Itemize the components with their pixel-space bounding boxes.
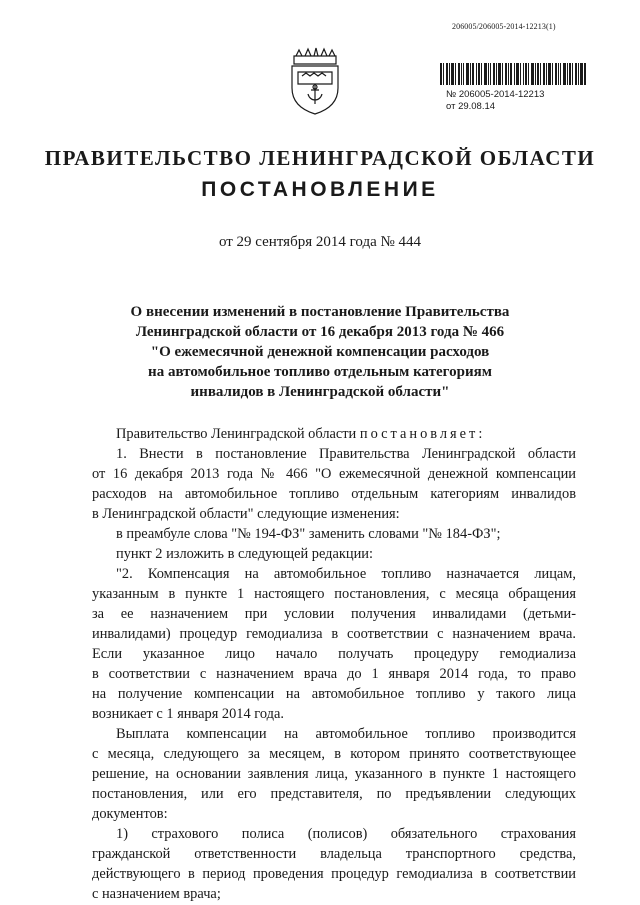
registration-date: от 29.08.14 (446, 101, 496, 112)
body-line: гражданской ответственности владельца транспортного средства, (92, 846, 576, 862)
heading-line: "О ежемесячной денежной компенсации расходов (150, 344, 490, 360)
heading-line: О внесении изменений в постановление Правительства (130, 304, 510, 320)
intro-verb: постановляет: (359, 426, 486, 442)
body-line: 1. Внести в постановление Правительства Ленинградской области (116, 446, 576, 462)
body-line: на получение компенсации на автомобильное топливо у такого лица (92, 686, 576, 702)
body-line: решение, на основании заявления лица, указанного в пункте 1 настоящего (92, 766, 576, 782)
heading-line: на автомобильное топливо отдельным категориям (148, 364, 492, 380)
body-line: расходов на автомобильное топливо отдельным категориям инвалидов (92, 486, 576, 502)
body-line: 1) страхового полиса (полисов) обязательного страхования (116, 826, 576, 842)
body-line: действующего в период проведения процедур гемодиализа в соответствии (92, 866, 576, 882)
body-line: документов: (92, 806, 168, 822)
registration-number: № 206005-2014-12213 (446, 89, 545, 100)
heading-line: Ленинградской области от 16 декабря 2013 года № 466 (135, 324, 505, 340)
document-code: 206005/206005-2014-12213(1) (452, 22, 556, 31)
document-body (92, 424, 576, 904)
intro-line (92, 424, 576, 444)
body-line: за ее назначением при условии получения инвалидами (детьми- (92, 606, 576, 622)
heading-line: инвалидов в Ленинградской области" (190, 384, 450, 400)
body-line: Если указанное лицо начало получать процедуру гемодиализа (92, 646, 576, 662)
body-line: постановления, или его представителя, по предъявлении следующих (92, 786, 576, 802)
body-line: Выплата компенсации на автомобильное топливо производится (116, 726, 576, 742)
body-line: в соответствии с назначением врача до 1 января 2014 года, то право (92, 666, 576, 682)
government-title: ПРАВИТЕЛЬСТВО ЛЕНИНГРАДСКОЙ ОБЛАСТИ (44, 146, 596, 170)
body-line: пункт 2 изложить в следующей редакции: (116, 546, 373, 562)
body-line: в преамбуле слова "№ 194-ФЗ" заменить словами "№ 184-ФЗ"; (116, 526, 501, 542)
document-date-line: от 29 сентября 2014 года № 444 (218, 234, 422, 250)
body-line: с назначением врача; (92, 886, 221, 902)
body-line: указанным в пункте 1 настоящего постановления, с месяца обращения (92, 586, 576, 602)
body-line: инвалидами) процедур гемодиализа в соответствии с назначением врача. (92, 626, 576, 642)
body-line: в Ленинградской области" следующие изменения: (92, 506, 400, 522)
resolution-heading (0, 302, 640, 402)
body-line: с месяца, следующего за месяцем, в котором принято соответствующее (92, 746, 576, 762)
body-line: возникает с 1 января 2014 года. (92, 706, 284, 722)
barcode-icon (440, 63, 586, 85)
intro-subject: Правительство Ленинградской области (116, 426, 357, 442)
coat-of-arms-icon (286, 42, 344, 116)
document-type: ПОСТАНОВЛЕНИЕ (201, 178, 439, 201)
body-line: "2. Компенсация на автомобильное топливо назначается лицам, (116, 566, 576, 582)
body-line: от 16 декабря 2013 года № 466 "О ежемесячной денежной компенсации (92, 466, 576, 482)
